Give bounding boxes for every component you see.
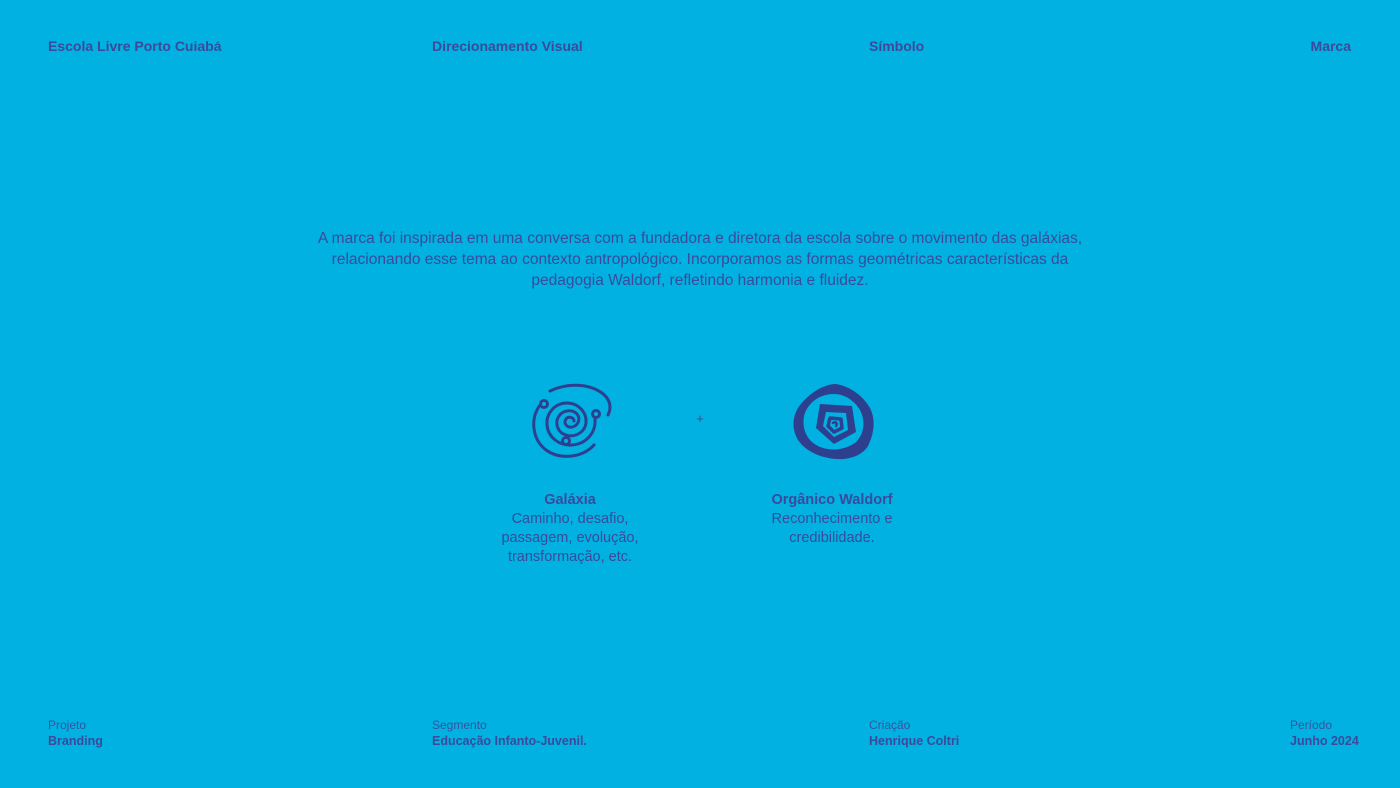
footer-period-value: Junho 2024 (1290, 734, 1359, 748)
header-symbol: Símbolo (869, 38, 925, 54)
organic-waldorf-caption (732, 491, 932, 548)
footer-project-value: Branding (48, 734, 103, 748)
galaxy-title: Galáxia (544, 492, 596, 508)
organic-waldorf-title: Orgânico Waldorf (771, 492, 893, 508)
organic-waldorf-rose-icon (790, 382, 876, 462)
footer-segment (432, 718, 587, 750)
footer-project (48, 718, 103, 750)
footer-project-label: Projeto (48, 718, 87, 732)
footer-creation-label: Criação (869, 718, 911, 732)
footer-segment-label: Segmento (432, 718, 487, 732)
galaxy-spiral-icon (528, 383, 614, 461)
header-visual-direction: Direcionamento Visual (432, 38, 583, 54)
galaxy-caption (470, 491, 670, 567)
galaxy-description: Caminho, desafio, passagem, evolução, transformação, etc. (501, 511, 639, 565)
header-project-name: Escola Livre Porto Cuiabá (48, 38, 222, 54)
footer-creation (869, 718, 959, 750)
footer-period-label: Período (1290, 718, 1333, 732)
header-brand: Marca (1310, 38, 1351, 54)
footer-period (1290, 718, 1359, 750)
footer-creation-value: Henrique Coltri (869, 734, 960, 748)
plus-sign: + (696, 411, 704, 426)
organic-waldorf-description: Reconhecimento e credibilidade. (771, 511, 893, 546)
footer-segment-value: Educação Infanto-Juvenil. (432, 734, 587, 748)
intro-paragraph: A marca foi inspirada em uma conversa com a fundadora e diretora da escola sobre o movimento das galáxias, relacionando esse tema ao contexto antropológico. Incorporamos as formas geométricas características da pedagogia Waldorf, refletindo harmonia e fluidez. (317, 230, 1083, 289)
